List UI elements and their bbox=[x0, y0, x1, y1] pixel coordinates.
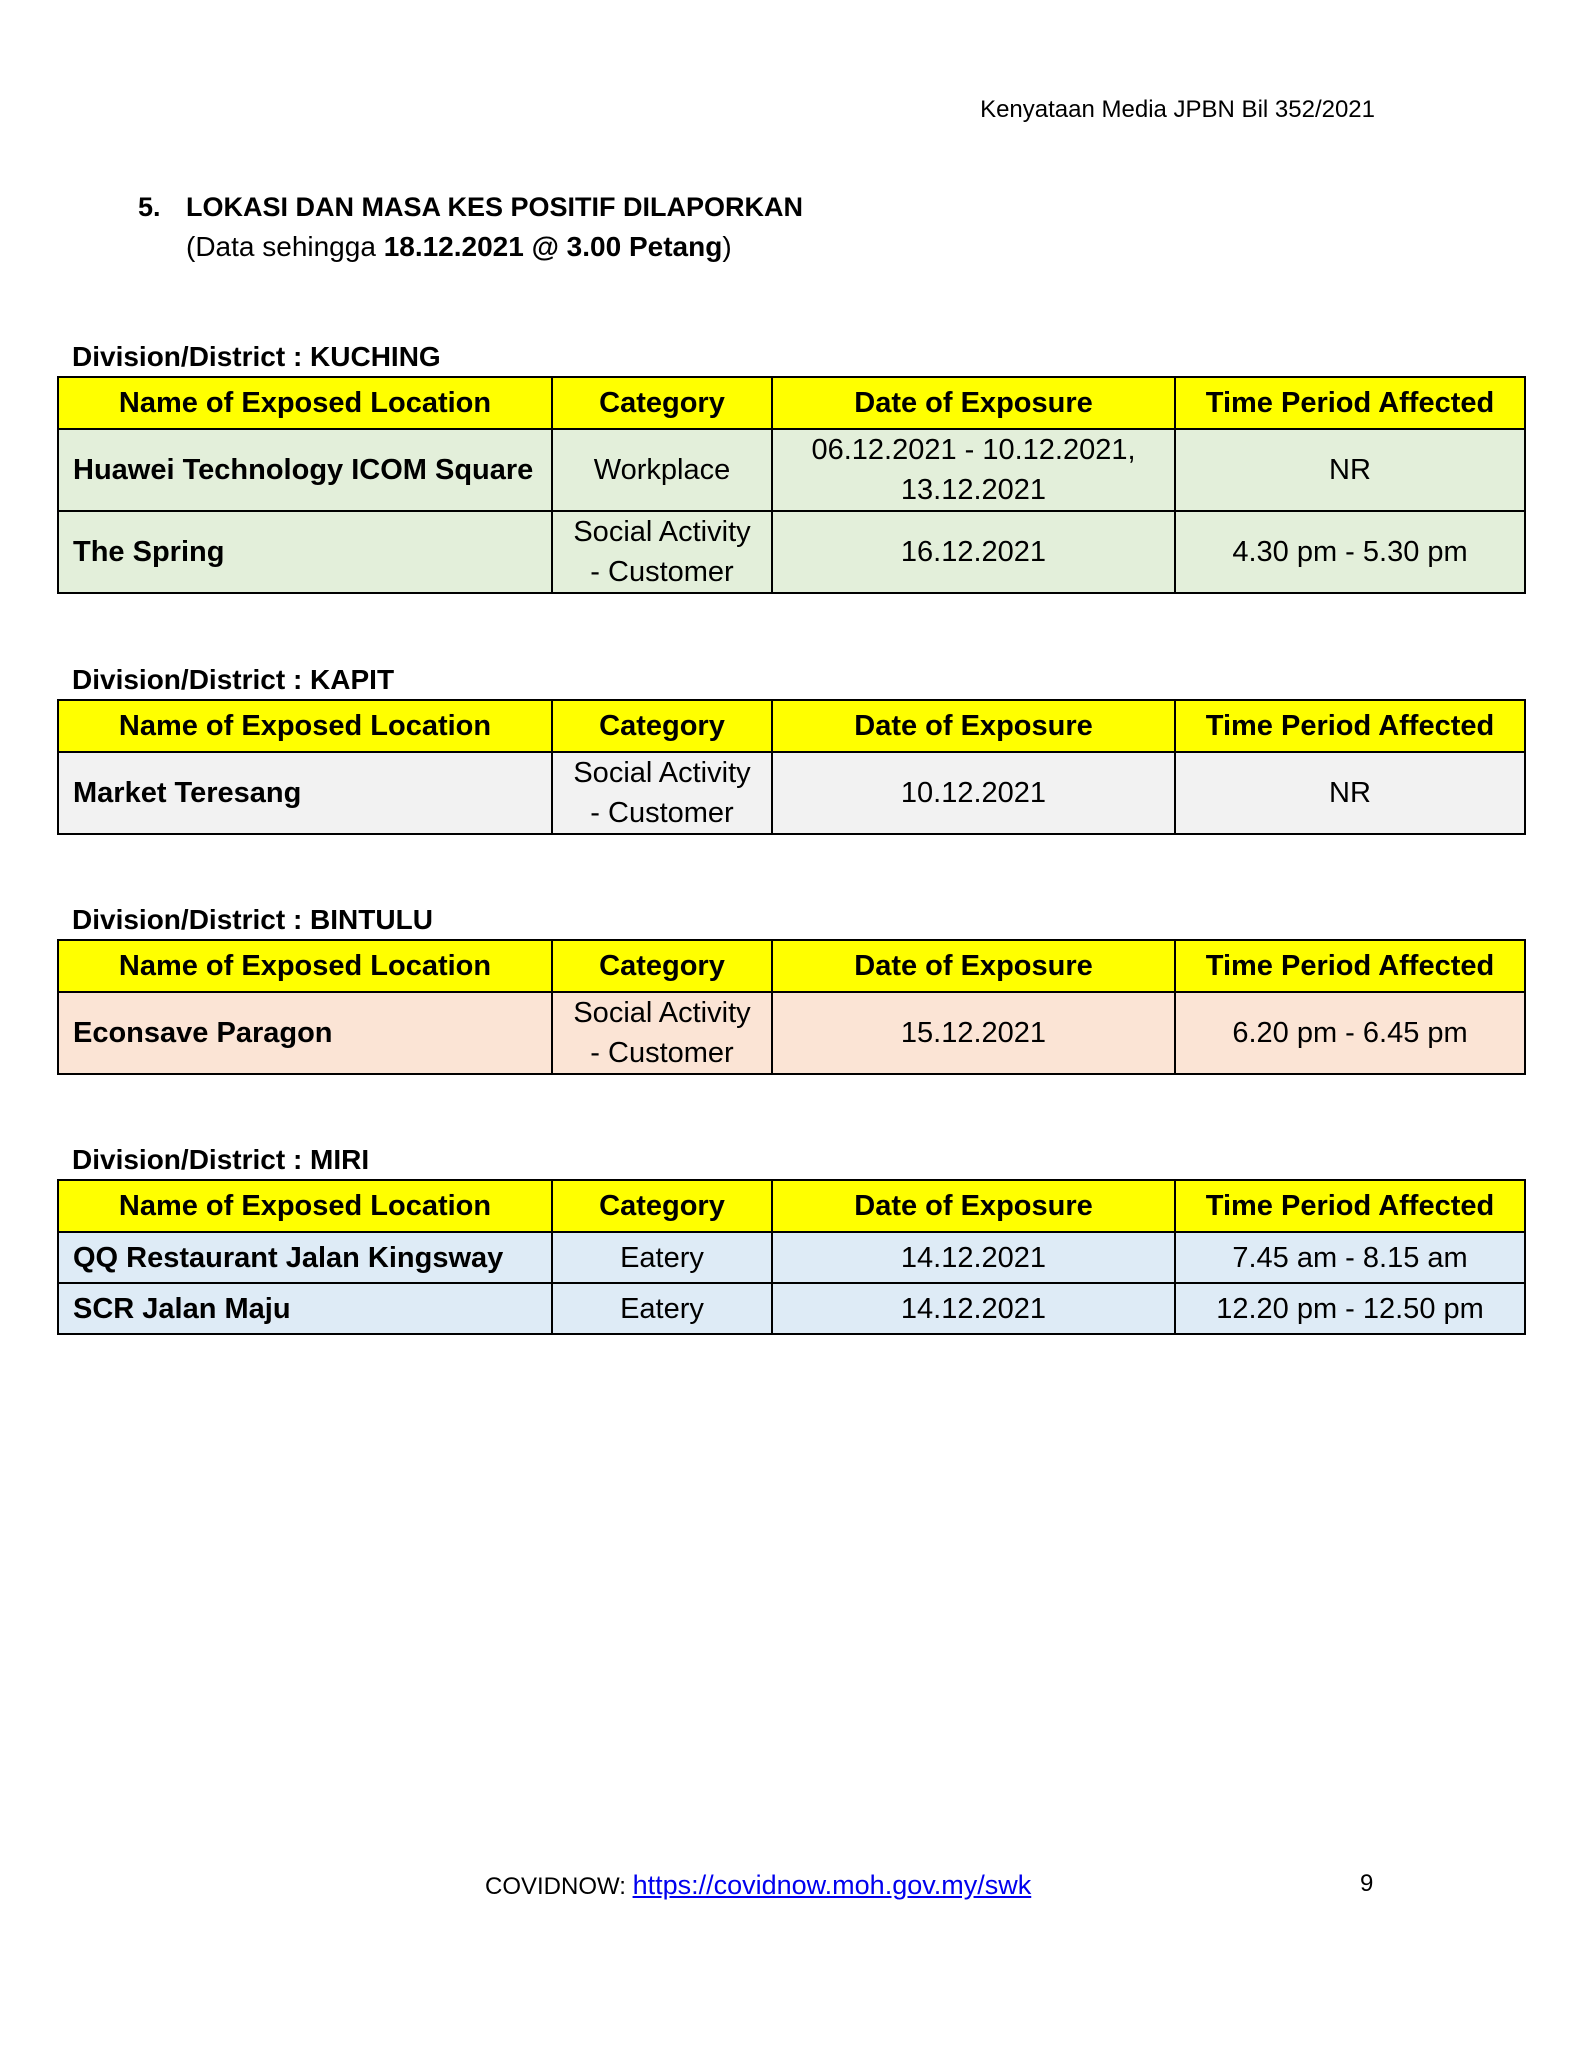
exposure-table bbox=[57, 376, 1526, 594]
column-header-location: Name of Exposed Location bbox=[58, 377, 552, 429]
table-row bbox=[58, 992, 1525, 1074]
table-header-row bbox=[58, 377, 1525, 429]
section-subtitle bbox=[186, 231, 732, 263]
time-cell: NR bbox=[1175, 752, 1525, 834]
district-title: Division/District : KAPIT bbox=[72, 664, 395, 695]
column-header-category: Category bbox=[552, 377, 772, 429]
time-cell: 7.45 am - 8.15 am bbox=[1175, 1232, 1525, 1283]
subtitle-date: 18.12.2021 @ 3.00 Petang bbox=[383, 231, 723, 262]
table-header-row bbox=[58, 1180, 1525, 1232]
date-cell: 15.12.2021 bbox=[772, 992, 1175, 1074]
date-cell: 14.12.2021 bbox=[772, 1232, 1175, 1283]
section-title: LOKASI DAN MASA KES POSITIF DILAPORKAN bbox=[186, 192, 804, 222]
page-number: 9 bbox=[1360, 1870, 1374, 1897]
category-cell: Social Activity - Customer bbox=[552, 992, 772, 1074]
district-miri bbox=[57, 1141, 1524, 1335]
time-cell: 6.20 pm - 6.45 pm bbox=[1175, 992, 1525, 1074]
footer bbox=[485, 1870, 1031, 1901]
exposure-table bbox=[57, 699, 1526, 835]
location-cell: Econsave Paragon bbox=[58, 992, 552, 1074]
subtitle-suffix: ) bbox=[722, 231, 732, 262]
table-row bbox=[58, 511, 1525, 593]
table-header-row bbox=[58, 700, 1525, 752]
category-cell: Eatery bbox=[552, 1283, 772, 1334]
time-cell: 12.20 pm - 12.50 pm bbox=[1175, 1283, 1525, 1334]
date-cell: 06.12.2021 - 10.12.2021, 13.12.2021 bbox=[772, 429, 1175, 511]
category-cell: Workplace bbox=[552, 429, 772, 511]
date-cell: 10.12.2021 bbox=[772, 752, 1175, 834]
column-header-category: Category bbox=[552, 940, 772, 992]
column-header-time: Time Period Affected bbox=[1175, 700, 1525, 752]
time-cell: 4.30 pm - 5.30 pm bbox=[1175, 511, 1525, 593]
location-cell: Market Teresang bbox=[58, 752, 552, 834]
column-header-time: Time Period Affected bbox=[1175, 940, 1525, 992]
category-cell: Social Activity - Customer bbox=[552, 511, 772, 593]
exposure-table bbox=[57, 1179, 1526, 1335]
subtitle-prefix: (Data sehingga bbox=[186, 231, 384, 262]
column-header-date: Date of Exposure bbox=[772, 1180, 1175, 1232]
exposure-table bbox=[57, 939, 1526, 1075]
district-title: Division/District : BINTULU bbox=[72, 904, 433, 935]
covidnow-link[interactable]: https://covidnow.moh.gov.my/swk bbox=[632, 1870, 1032, 1900]
category-cell: Social Activity - Customer bbox=[552, 752, 772, 834]
column-header-time: Time Period Affected bbox=[1175, 377, 1525, 429]
date-cell: 16.12.2021 bbox=[772, 511, 1175, 593]
location-cell: QQ Restaurant Jalan Kingsway bbox=[58, 1232, 552, 1283]
document-reference: Kenyataan Media JPBN Bil 352/2021 bbox=[980, 96, 1375, 123]
section-heading bbox=[138, 192, 803, 223]
section-number: 5. bbox=[138, 192, 161, 222]
time-cell: NR bbox=[1175, 429, 1525, 511]
district-title: Division/District : MIRI bbox=[72, 1144, 370, 1175]
location-cell: SCR Jalan Maju bbox=[58, 1283, 552, 1334]
district-kuching bbox=[57, 338, 1524, 594]
district-kapit bbox=[57, 661, 1524, 835]
column-header-date: Date of Exposure bbox=[772, 940, 1175, 992]
column-header-time: Time Period Affected bbox=[1175, 1180, 1525, 1232]
table-row bbox=[58, 1232, 1525, 1283]
location-cell: Huawei Technology ICOM Square bbox=[58, 429, 552, 511]
district-title: Division/District : KUCHING bbox=[72, 341, 441, 372]
category-cell: Eatery bbox=[552, 1232, 772, 1283]
column-header-date: Date of Exposure bbox=[772, 700, 1175, 752]
table-row bbox=[58, 1283, 1525, 1334]
table-header-row bbox=[58, 940, 1525, 992]
column-header-location: Name of Exposed Location bbox=[58, 940, 552, 992]
column-header-category: Category bbox=[552, 700, 772, 752]
column-header-location: Name of Exposed Location bbox=[58, 700, 552, 752]
table-row bbox=[58, 752, 1525, 834]
column-header-category: Category bbox=[552, 1180, 772, 1232]
district-bintulu bbox=[57, 901, 1524, 1075]
column-header-date: Date of Exposure bbox=[772, 377, 1175, 429]
table-row bbox=[58, 429, 1525, 511]
location-cell: The Spring bbox=[58, 511, 552, 593]
column-header-location: Name of Exposed Location bbox=[58, 1180, 552, 1232]
date-cell: 14.12.2021 bbox=[772, 1283, 1175, 1334]
footer-label: COVIDNOW: bbox=[485, 1873, 633, 1900]
